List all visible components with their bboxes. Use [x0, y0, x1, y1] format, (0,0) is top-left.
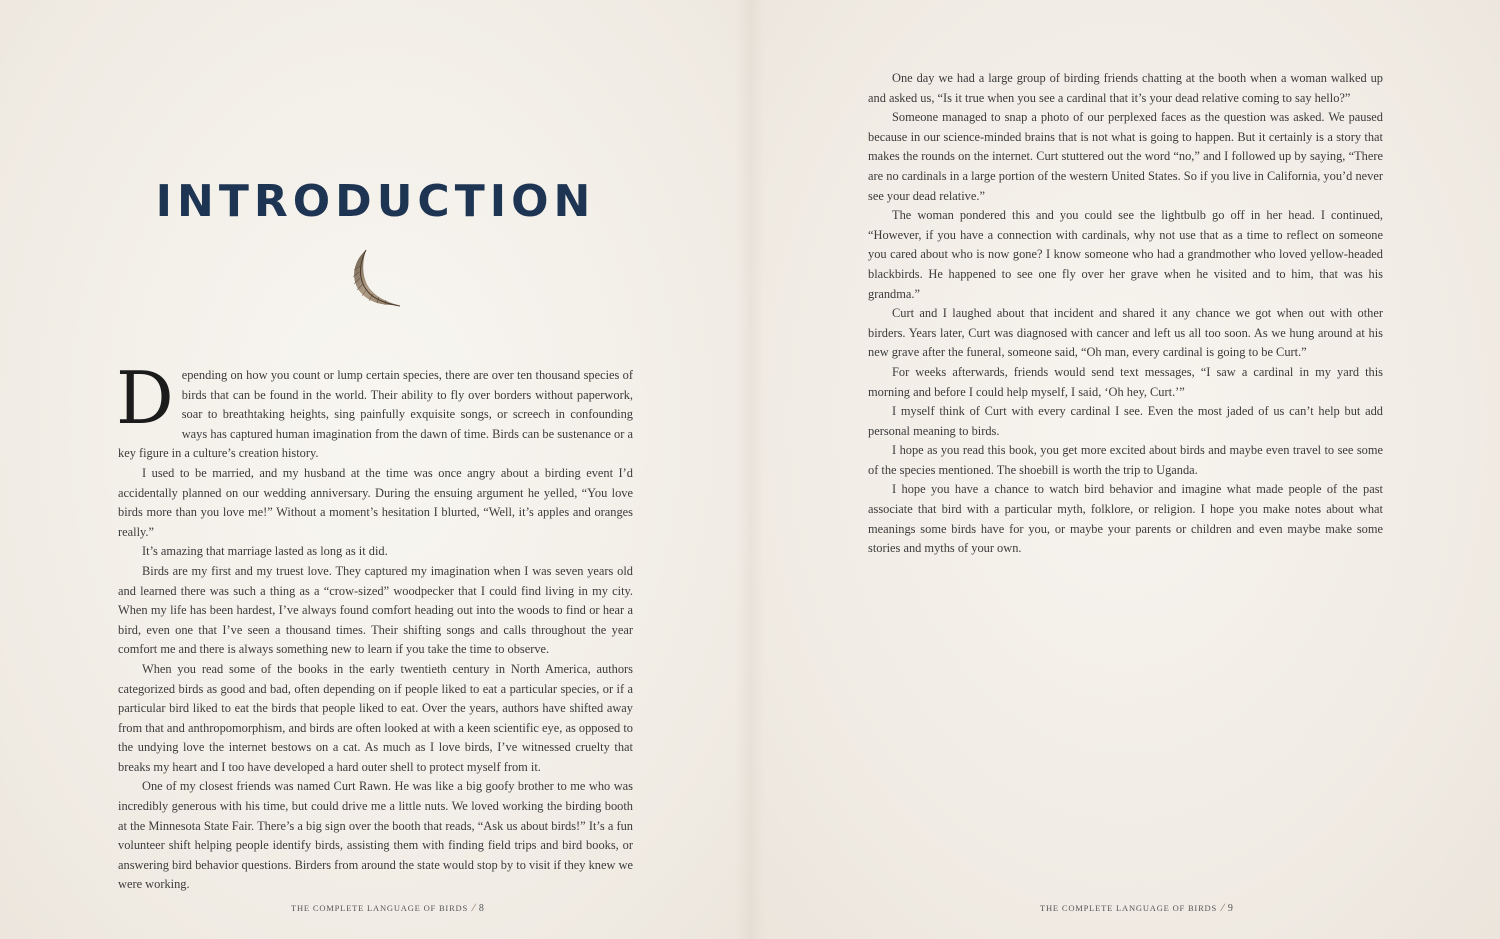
- right-page: [750, 0, 1500, 939]
- paragraph: I hope as you read this book, you get more excited about birds and maybe even travel to see some of the species mentioned. The shoebill is worth the trip to Uganda.: [868, 443, 1383, 477]
- feather-divider-icon: /: [1219, 902, 1227, 914]
- paragraph: Someone managed to snap a photo of our perplexed faces as the question was asked. We paused because in our science-minded brains that is not what is going to happen. But it certainly is a story that makes the rounds on the internet. Curt stuttered out the word “no,” and I followed up by saying, “There are no cardinals in a large portion of the western United States. So if you live in California, you’d never see your dead relative.”: [868, 110, 1383, 203]
- right-page-footer: [1040, 902, 1234, 914]
- page-number: 9: [1227, 903, 1234, 914]
- paragraph: Curt and I laughed about that incident and shared it any chance we got when out with other birders. Years later, Curt was diagnosed with cancer and left us all too soon. As we hung around at his new grave after the funeral, someone said, “Oh man, every cardinal is going to be Curt.”: [868, 306, 1383, 360]
- feather-divider-icon: /: [470, 902, 478, 914]
- paragraph: One of my closest friends was named Curt Rawn. He was like a big goofy brother to me who was incredibly generous with his time, but could drive me a little nuts. We loved working the birding booth at the Minnesota State Fair. There’s a big sign over the booth that reads, “Ask us about birds!” It’s a fun volunteer shift helping people identify birds, assisting them with finding field trips and bird books, or answering bird behavior questions. Birders from around the state would stop by to visit if they knew we were working.: [118, 779, 633, 892]
- right-page-body: [868, 69, 1383, 559]
- chapter-title: INTRODUCTION: [155, 176, 596, 227]
- paragraph: It’s amazing that marriage lasted as long as it did.: [142, 544, 388, 559]
- feather-icon: [348, 248, 404, 310]
- paragraph: The woman pondered this and you could see the lightbulb go off in her head. I continued, “However, if you have a connection with cardinals, why not use that as a time to reflect on someone you cared about who is now gone? I know someone who had a grandmother who loved yellow-headed blackbirds. He happened to see one fly over her grave when he visited and to him, that was his grandma.”: [868, 208, 1383, 301]
- drop-cap: D: [116, 356, 174, 440]
- paragraph: For weeks afterwards, friends would send text messages, “I saw a cardinal in my yard this morning and before I could help myself, I said, ‘Oh hey, Curt.’”: [868, 364, 1383, 399]
- paragraph: I hope you have a chance to watch bird behavior and imagine what made people of the past associate that bird with a particular myth, folklore, or religion. I hope you make notes about what meanings some birds have for you, or maybe your parents or children and even maybe make some stories and myths of your own.: [868, 482, 1383, 556]
- paragraph: Birds are my first and my truest love. They captured my imagination when I was seven years old and learned there was such a thing as a “crow-sized” woodpecker that I could find living in my city. When my life has been hardest, I’ve always found comfort heading out into the woods to find or hear a bird, even one that I’ve seen a thousand times. Their shifting songs and calls throughout the year comfort me and there is always something new to learn if you take the time to observe.: [118, 563, 633, 657]
- left-page-footer: [291, 902, 485, 914]
- paragraph: One day we had a large group of birding friends chatting at the booth when a woman walked up and asked us, “Is it true when you see a cardinal that it’s your dead relative coming to say hello?”: [868, 71, 1383, 105]
- paragraph: [116, 356, 633, 464]
- running-title: THE COMPLETE LANGUAGE OF BIRDS: [291, 903, 468, 913]
- paragraph: I myself think of Curt with every cardinal I see. Even the most jaded of us can’t help but add personal meaning to birds.: [868, 404, 1383, 438]
- paragraph: I used to be married, and my husband at the time was once angry about a birding event I’d accidentally planned on our wedding anniversary. During the ensuing argument he yelled, “You love birds more than you love me!” Without a moment’s hesitation I blurted, “Well, it’s apples and oranges really.”: [118, 465, 633, 539]
- page-number: 8: [478, 903, 485, 914]
- paragraph-text: epending on how you count or lump certain species, there are over ten thousand species of birds that can be found in the world. Their ability to fly over borders without paperwork, soar to breathtaking heights, sing painfully exquisite songs, or screech in confounding ways has captured human imagination from the dawn of time. Birds can be sustenance or a key figure in a culture’s creation history.: [118, 368, 633, 461]
- left-page-body: [116, 356, 633, 895]
- paragraph: When you read some of the books in the early twentieth century in North America, authors categorized birds as good and bad, often depending on if people liked to eat a particular species, or if a particular bird liked to eat the birds that people liked to eat. Over the years, authors have shifted away from that and anthropomorphism, and birds are often looked at with a keen scientific eye, as opposed to the undying love the internet bestows on a cat. As much as I love birds, I’ve witnessed cruelty that breaks my heart and I too have developed a hard outer shell to protect myself from it.: [118, 661, 633, 774]
- running-title: THE COMPLETE LANGUAGE OF BIRDS: [1040, 903, 1217, 913]
